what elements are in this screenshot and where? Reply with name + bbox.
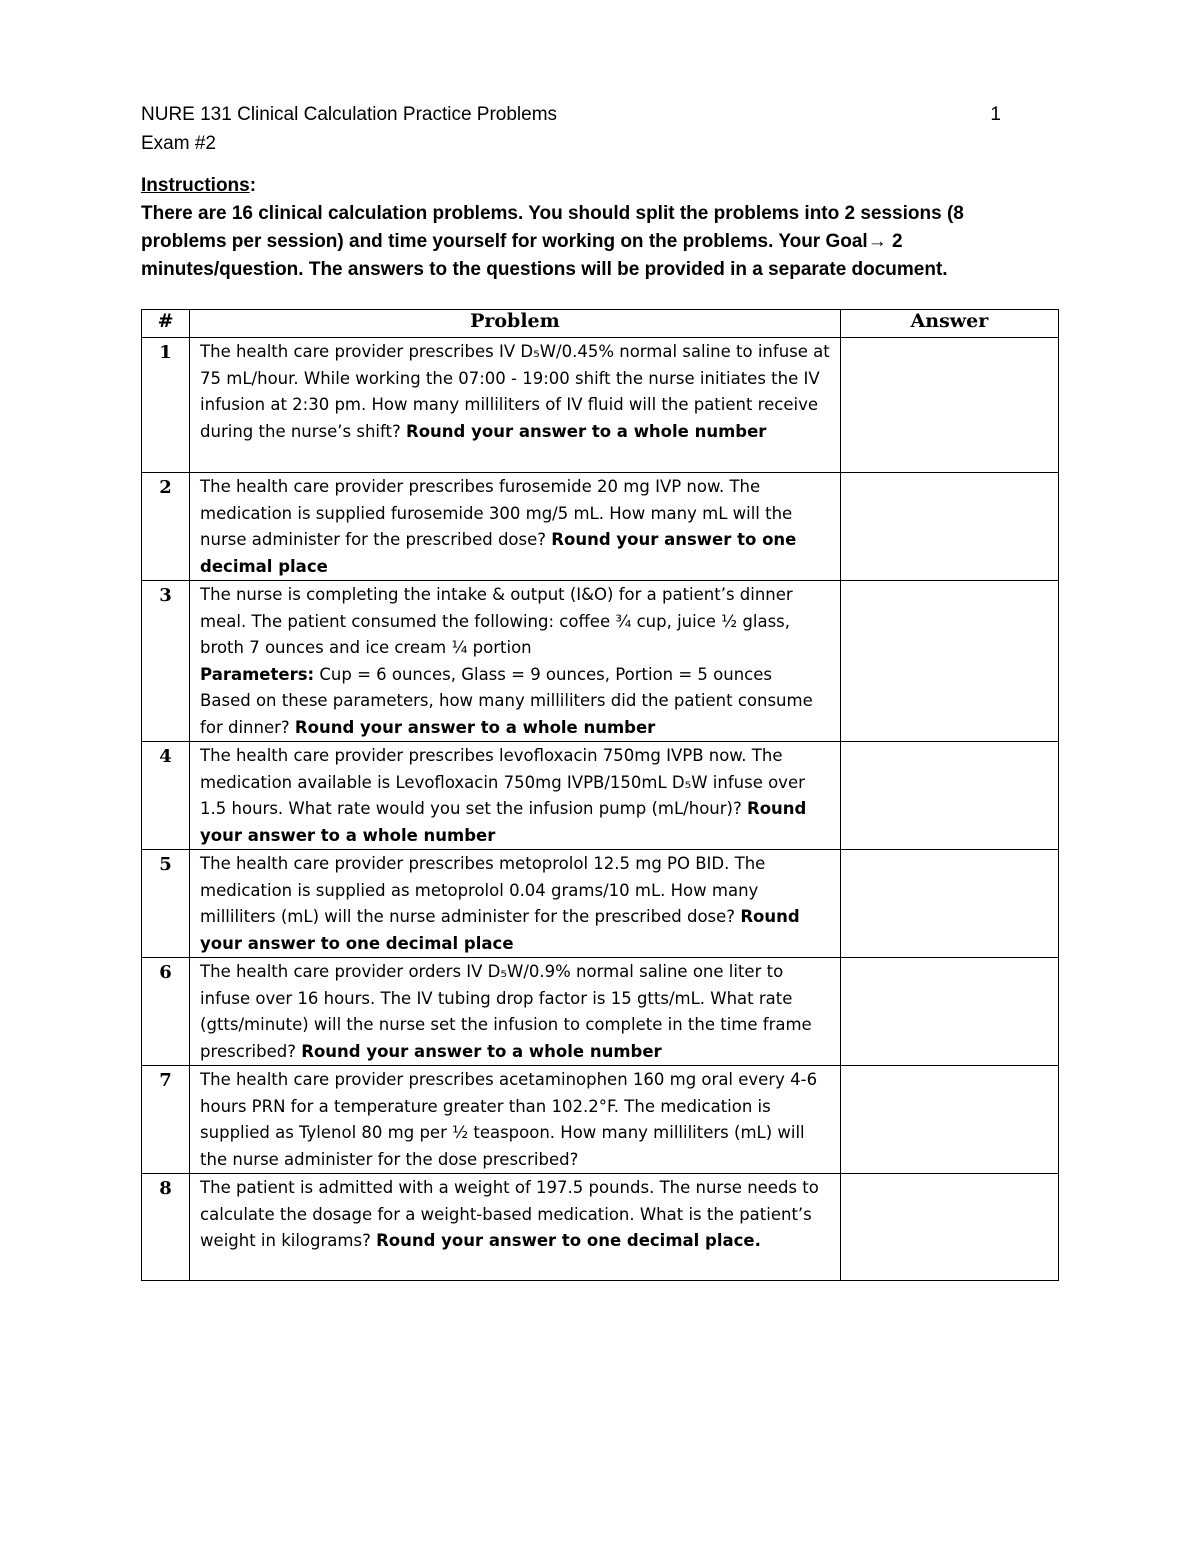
table-row [142,958,1059,1066]
problem-rounding-instruction: Round your answer to a whole number [200,799,807,845]
header-title-row [141,100,1001,129]
problem-number: 6 [142,958,190,1066]
header-problem: Problem [190,310,841,338]
answer-cell[interactable] [840,742,1058,850]
problem-text-cell [190,1174,841,1281]
problem-text: The health care provider prescribes IV D₅W/0.45% normal saline to infuse at 75 mL/hour. While working the 07:00 - 19:00 shift the nurse initiates the IV infusion at 2:30 pm. How many milliliters of IV fluid will the patient receive during the nurse’s shift? [200,342,830,441]
problem-number: 5 [142,850,190,958]
page-header [141,100,1001,158]
problem-text-cell [190,850,841,958]
header-answer: Answer [840,310,1058,338]
problem-rounding-instruction: Round your answer to one decimal place. [376,1231,761,1250]
problem-text: The patient is admitted with a weight of 197.5 pounds. The nurse needs to calculate the dosage for a weight-based medication. What is the patient’s weight in kilograms? [200,1178,819,1250]
instructions-heading: Instructions [141,175,250,196]
answer-cell[interactable] [840,338,1058,473]
problem-text-continued: Based on these parameters, how many milliliters did the patient consume for dinner? [200,691,813,737]
problem-text: The health care provider prescribes levofloxacin 750mg IVPB now. The medication available is Levofloxacin 750mg IVPB/150mL D₅W infuse over 1.5 hours. What rate would you set the infusion pump (mL/hour)? [200,746,805,818]
problem-text-cell [190,338,841,473]
exam-label: Exam #2 [141,133,216,154]
problems-table [141,309,1059,1281]
problem-text: The nurse is completing the intake & output (I&O) for a patient’s dinner meal. The patient consumed the following: coffee ¾ cup, juice ½ glass, broth 7 ounces and ice cream ¼ portion [200,585,793,657]
table-row [142,1066,1059,1174]
answer-cell[interactable] [840,1066,1058,1174]
answer-cell[interactable] [840,1174,1058,1281]
problem-rounding-instruction: Round your answer to a whole number [294,717,656,737]
page-number: 1 [990,104,1001,125]
problem-rounding-instruction: Round your answer to a whole number [301,1041,662,1061]
problem-text: The health care provider prescribes metoprolol 12.5 mg PO BID. The medication is supplied as metoprolol 0.04 grams/10 mL. How many milliliters (mL) will the nurse administer for the prescribed dose? [200,854,766,926]
problem-text: The health care provider orders IV D₅W/0.9% normal saline one liter to infuse over 16 hours. The IV tubing drop factor is 15 gtts/mL. What rate (gtts/minute) will the nurse set the infusion to complete in the time frame prescribed? [200,962,812,1061]
instructions-line-2: problems per session) and time yourself for working on the problems. Your Goal→ 2 [141,231,903,252]
document-title: NURE 131 Clinical Calculation Practice Problems [141,104,558,125]
problem-rounding-instruction: Round your answer to a whole number [406,421,767,441]
problem-text-cell [190,742,841,850]
answer-cell[interactable] [840,581,1058,742]
table-row [142,850,1059,958]
table-header-row [142,310,1059,338]
problem-number: 3 [142,581,190,742]
header-num: # [142,310,190,338]
table-row [142,581,1059,742]
problem-rounding-instruction: Round your answer to one decimal place [200,530,797,576]
instructions-line-3: minutes/question. The answers to the questions will be provided in a separate document. [141,259,948,280]
problem-text-cell [190,473,841,581]
problem-number: 8 [142,1174,190,1281]
answer-cell[interactable] [840,473,1058,581]
table-row [142,1174,1059,1281]
problem-number: 7 [142,1066,190,1174]
table-row [142,742,1059,850]
answer-cell[interactable] [840,958,1058,1066]
problem-text: The health care provider prescribes furosemide 20 mg IVP now. The medication is supplied furosemide 300 mg/5 mL. How many mL will the nurse administer for the prescribed dose? [200,477,793,549]
problem-text-cell [190,581,841,742]
parameters-label: Parameters: [200,664,315,684]
table-row [142,338,1059,473]
instructions-heading-line [141,172,1041,200]
problem-rounding-instruction: Round your answer to one decimal place [200,907,800,953]
parameters-text: Cup = 6 ounces, Glass = 9 ounces, Portion = 5 ounces [319,664,772,684]
instructions-heading-colon: : [249,175,257,196]
table-row [142,473,1059,581]
problem-text: The health care provider prescribes acetaminophen 160 mg oral every 4-6 hours PRN for a temperature greater than 102.2°F. The medication is supplied as Tylenol 80 mg per ½ teaspoon. How many milliliters (mL) will the nurse administer for the dose prescribed? [200,1070,818,1169]
problem-text-cell [190,1066,841,1174]
problem-number: 2 [142,473,190,581]
answer-cell[interactable] [840,850,1058,958]
problem-number: 1 [142,338,190,473]
instructions-block [141,172,1041,284]
problem-parameters [200,662,832,689]
instructions-line-1: There are 16 clinical calculation problems. You should split the problems into 2 sessions (8 [141,203,964,224]
problem-text-cell [190,958,841,1066]
problem-number: 4 [142,742,190,850]
